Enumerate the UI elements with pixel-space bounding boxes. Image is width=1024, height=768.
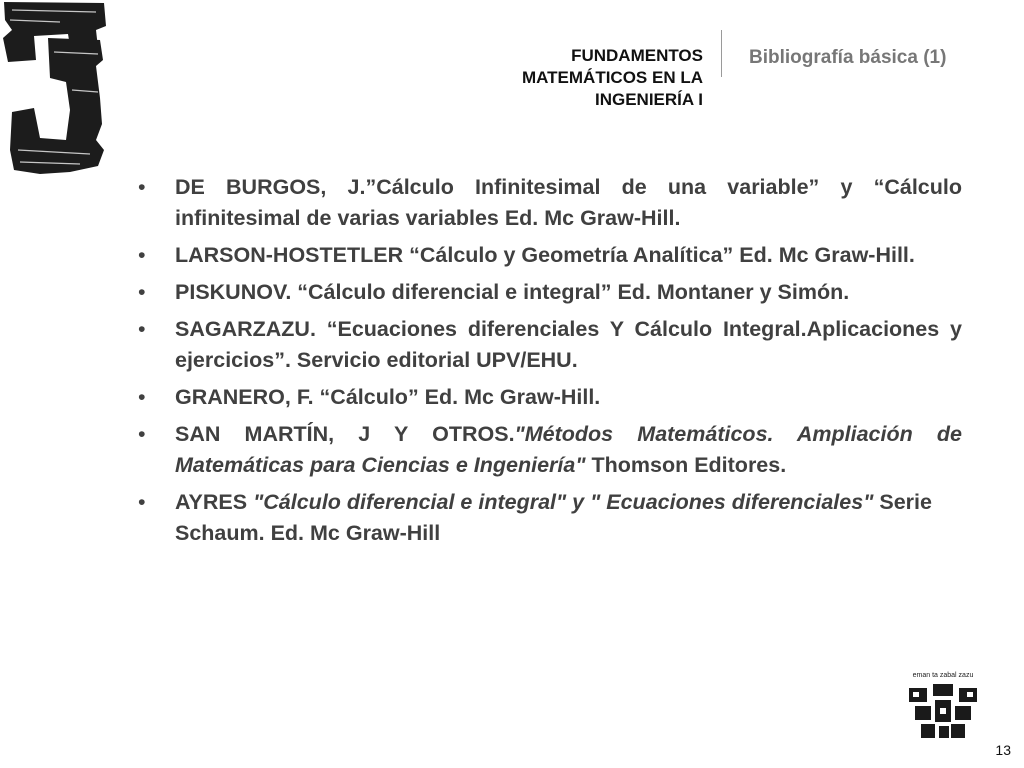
bibliography-list <box>138 172 962 555</box>
reference-text: GRANERO, F. “Cálculo” Ed. Mc Graw-Hill. <box>175 385 601 409</box>
reference-title: "Cálculo diferencial e integral" y " Ecuaciones diferenciales" <box>253 490 874 514</box>
bibliography-item <box>138 419 962 481</box>
reference-text: LARSON-HOSTETLER “Cálculo y Geometría Analítica” Ed. Mc Graw-Hill. <box>175 243 915 267</box>
section-title: Bibliografía básica (1) <box>749 47 947 68</box>
reference-text: DE BURGOS, J.”Cálculo Infinitesimal de una variable” y “Cálculo infinitesimal de varias variables Ed. Mc Graw-Hill. <box>175 175 962 230</box>
bullet: • <box>138 422 146 446</box>
reference-publisher: Serie Schaum. Ed. Mc Graw-Hill <box>175 490 932 545</box>
ehu-university-logo-icon <box>909 684 977 738</box>
bullet: • <box>138 317 146 341</box>
bibliography-item <box>138 487 962 549</box>
university-logo <box>905 672 981 740</box>
bibliography-item <box>138 240 962 271</box>
bibliography-item <box>138 172 962 234</box>
university-motto: eman ta zabal zazu <box>912 672 974 679</box>
bullet: • <box>138 490 146 514</box>
reference-author: SAN MARTÍN, J Y OTROS. <box>175 422 515 446</box>
bullet: • <box>138 385 146 409</box>
reference-title: "Métodos Matemáticos. Ampliación de Matemáticas para Ciencias e Ingeniería" <box>175 422 962 477</box>
bibliography-item <box>138 314 962 376</box>
course-title-line-2: MATEMÁTICOS EN LA <box>521 68 703 87</box>
reference-author: AYRES <box>175 490 254 514</box>
bullet: • <box>138 243 146 267</box>
bullet: • <box>138 175 146 199</box>
course-title <box>453 45 703 111</box>
bullet: • <box>138 280 146 304</box>
page-number: 13 <box>995 742 1011 758</box>
reference-text: PISKUNOV. “Cálculo diferencial e integral” Ed. Montaner y Simón. <box>175 280 850 304</box>
bibliography-item <box>138 277 962 308</box>
reference-text: SAGARZAZU. “Ecuaciones diferenciales Y Cálculo Integral.Aplicaciones y ejercicios”. Servicio editorial UPV/EHU. <box>175 317 962 372</box>
course-title-line-1: FUNDAMENTOS <box>571 46 703 65</box>
header-divider <box>721 30 722 77</box>
course-title-line-3: INGENIERÍA I <box>595 90 703 109</box>
reference-publisher: Thomson Editores. <box>585 453 787 477</box>
bibliography-item <box>138 382 962 413</box>
brush-stroke-logo-icon <box>0 0 115 178</box>
